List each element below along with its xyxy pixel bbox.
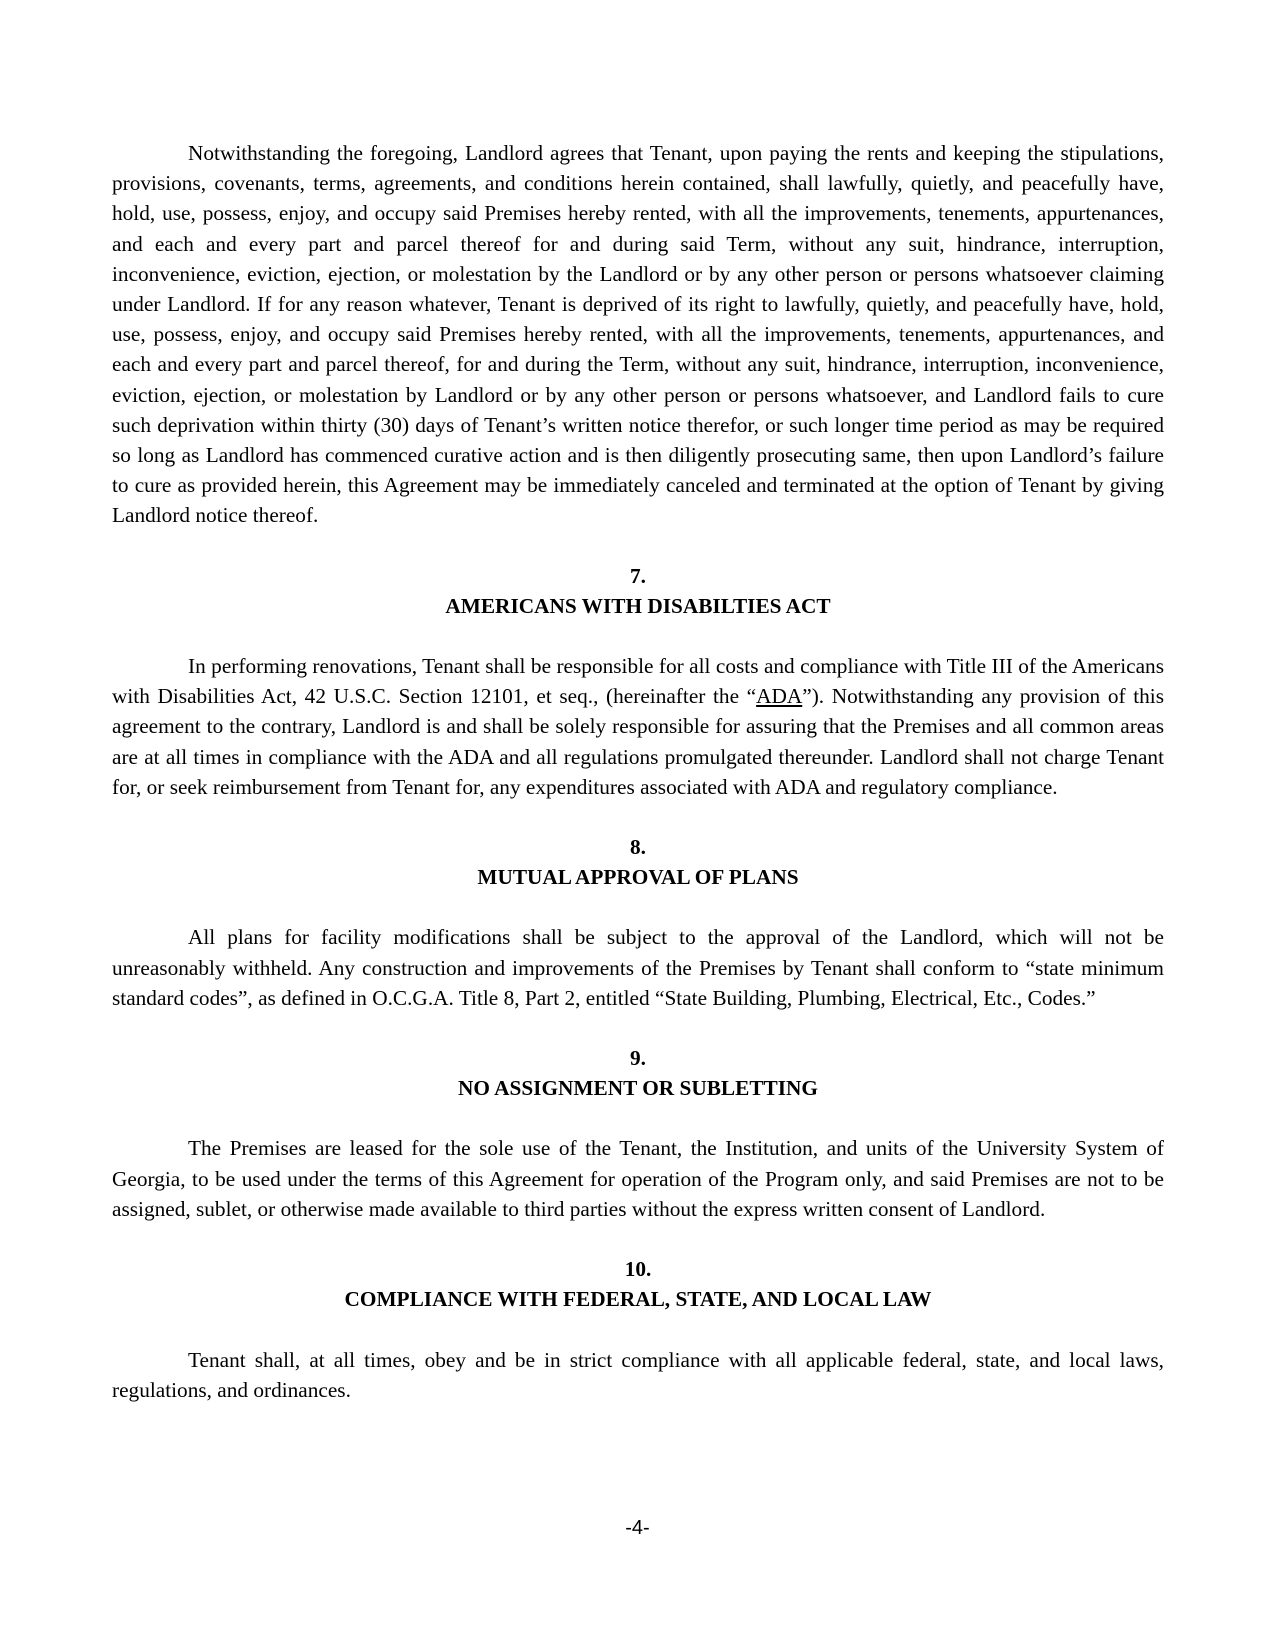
spacer xyxy=(112,1013,1164,1043)
section-7-paragraph xyxy=(112,651,1164,802)
section-9-title: NO ASSIGNMENT OR SUBLETTING xyxy=(458,1076,818,1101)
spacer xyxy=(112,802,1164,832)
spacer xyxy=(112,621,1164,651)
spacer xyxy=(112,892,1164,922)
spacer xyxy=(112,1315,1164,1345)
section-7-title: AMERICANS WITH DISABILTIES ACT xyxy=(445,593,831,618)
section-7-text-before: In performing renovations, Tenant shall be responsible for all costs and compliance with Title III of the Americans with Disabilities Act, 42 U.S.C. Section 12101, et seq., (hereinafter the “ xyxy=(112,654,1164,709)
spacer xyxy=(112,1224,1164,1254)
section-9-paragraph: The Premises are leased for the sole use of the Tenant, the Institution, and units of the University System of Georgia, to be used under the terms of this Agreement for operation of the Program only, and said Premises are not to be assigned, sublet, or otherwise made available to third parties without the express written consent of Landlord. xyxy=(112,1136,1164,1221)
section-9-number: 9. xyxy=(630,1046,646,1071)
intro-paragraph: Notwithstanding the foregoing, Landlord agrees that Tenant, upon paying the rents and keeping the stipulations, provisions, covenants, terms, agreements, and conditions herein contained, shall lawfully, quietly, and peacefully have, hold, use, possess, enjoy, and occupy said Premises hereby rented, with all the improvements, tenements, appurtenances, and each and every part and parcel thereof for and during said Term, without any suit, hindrance, interruption, inconvenience, eviction, ejection, or molestation by the Landlord or by any other person or persons whatsoever claiming under Landlord. If for any reason whatever, Tenant is deprived of its right to lawfully, quietly, and peacefully have, hold, use, possess, enjoy, and occupy said Premises hereby rented, with all the improvements, tenements, appurtenances, and each and every part and parcel thereof, for and during the Term, without any suit, hindrance, interruption, inconvenience, eviction, ejection, or molestation by Landlord or by any other person or persons whatsoever, and Landlord fails to cure such deprivation within thirty (30) days of Tenant’s written notice therefor, or such longer time period as may be required so long as Landlord has commenced curative action and is then diligently prosecuting same, then upon Landlord’s failure to cure as provided herein, this Agreement may be immediately canceled and terminated at the option of Tenant by giving Landlord notice thereof. xyxy=(112,141,1164,528)
ada-defined-term: ADA xyxy=(756,684,803,709)
spacer xyxy=(112,531,1164,561)
spacer xyxy=(112,1103,1164,1133)
section-7-text-after: ”). Notwithstanding any provision of this agreement to the contrary, Landlord is and shall be solely responsible for assuring that the Premises and all common areas are at all times in compliance with the ADA and all regulations promulgated thereunder. Landlord shall not charge Tenant for, or seek reimbursement from Tenant for, any expenditures associated with ADA and regulatory compliance. xyxy=(112,684,1164,799)
section-8-number: 8. xyxy=(630,835,646,860)
section-8-title: MUTUAL APPROVAL OF PLANS xyxy=(477,865,799,890)
document-page xyxy=(112,138,1164,1405)
page-number: -4- xyxy=(625,1517,650,1539)
section-7-number: 7. xyxy=(630,563,646,588)
section-10-number: 10. xyxy=(624,1257,652,1282)
section-10-title: COMPLIANCE WITH FEDERAL, STATE, AND LOCAL LAW xyxy=(344,1287,932,1312)
section-10-paragraph: Tenant shall, at all times, obey and be in strict compliance with all applicable federal, state, and local laws, regulations, and ordinances. xyxy=(112,1347,1164,1402)
section-8-paragraph: All plans for facility modifications shall be subject to the approval of the Landlord, which will not be unreasonably withheld. Any construction and improvements of the Premises by Tenant shall conform to “state minimum standard codes”, as defined in O.C.G.A. Title 8, Part 2, entitled “State Building, Plumbing, Electrical, Etc., Codes.” xyxy=(112,925,1164,1010)
